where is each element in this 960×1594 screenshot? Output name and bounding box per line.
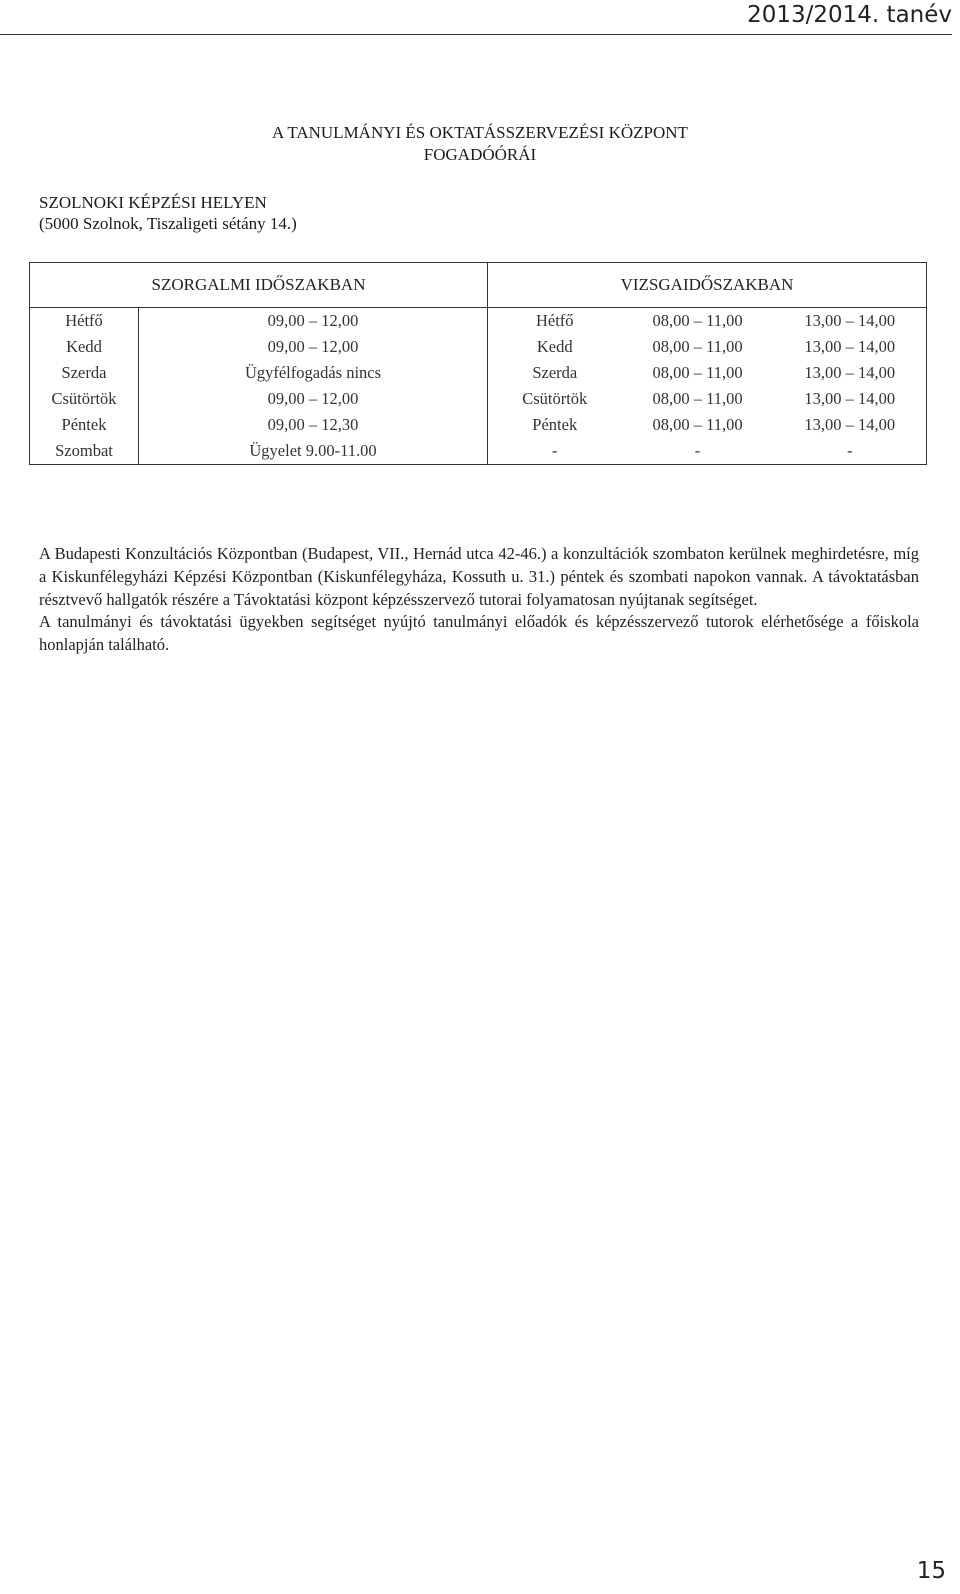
term-hours-cell: 09,00 – 12,00 (139, 308, 488, 335)
location-block (39, 192, 297, 234)
body-text (39, 543, 919, 657)
table-row (30, 412, 927, 438)
term-hours-cell: 09,00 – 12,00 (139, 334, 488, 360)
exam-morning-cell: - (694, 441, 701, 460)
exam-afternoon-cell: 13,00 – 14,00 (804, 311, 896, 330)
exam-morning-cell: 08,00 – 11,00 (652, 311, 743, 330)
table-header-row (30, 263, 927, 308)
exam-day-cell: Csütörtök (522, 389, 588, 408)
header-exam-period: VIZSGAIDŐSZAKBAN (488, 263, 927, 308)
header-term-period: SZORGALMI IDŐSZAKBAN (30, 263, 488, 308)
exam-afternoon-cell: 13,00 – 14,00 (804, 415, 896, 434)
page-title (0, 122, 960, 166)
paragraph-contacts: A tanulmányi és távoktatási ügyekben segítséget nyújtó tanulmányi előadók és képzésszervező tutorok elérhetősége a főiskola honlapján található. (39, 612, 919, 655)
term-hours-cell: 09,00 – 12,00 (139, 386, 488, 412)
office-hours-table (29, 262, 927, 465)
location-name: SZOLNOKI KÉPZÉSI HELYEN (39, 193, 267, 212)
day-cell: Csütörtök (51, 389, 117, 408)
table-row (30, 308, 927, 335)
table-row (30, 386, 927, 412)
day-cell: Szerda (61, 363, 107, 382)
exam-morning-cell: 08,00 – 11,00 (652, 389, 743, 408)
exam-afternoon-cell: 13,00 – 14,00 (804, 337, 896, 356)
page-title-line-1: A TANULMÁNYI ÉS OKTATÁSSZERVEZÉSI KÖZPONT (272, 123, 688, 142)
exam-afternoon-cell: 13,00 – 14,00 (804, 389, 896, 408)
exam-afternoon-cell: - (847, 441, 853, 460)
table-row (30, 438, 927, 465)
exam-day-cell: Szerda (532, 363, 578, 382)
header-divider (0, 34, 952, 35)
day-cell: Szombat (55, 441, 113, 460)
page-title-line-2: FOGADÓÓRÁI (423, 145, 537, 164)
exam-morning-cell: 08,00 – 11,00 (652, 337, 743, 356)
exam-afternoon-cell: 13,00 – 14,00 (804, 363, 896, 382)
table-row (30, 360, 927, 386)
page-number: 15 (916, 1558, 946, 1584)
term-hours-cell: 09,00 – 12,30 (139, 412, 488, 438)
exam-morning-cell: 08,00 – 11,00 (652, 363, 743, 382)
exam-morning-cell: 08,00 – 11,00 (652, 415, 743, 434)
exam-day-cell: Kedd (536, 337, 573, 356)
exam-day-cell: Péntek (532, 415, 578, 434)
header-year: 2013/2014. tanév (747, 2, 952, 28)
table-row (30, 334, 927, 360)
day-cell: Péntek (61, 415, 107, 434)
day-cell: Kedd (66, 337, 102, 356)
paragraph-consultations: A Budapesti Konzultációs Központban (Budapest, VII., Hernád utca 42-46.) a konzultációk szombaton kerülnek meghirdetésre, míg a Kiskunfélegyházi Képzési Központban (Kiskunfélegyháza, Kossuth u. 31.) péntek és szombati napokon vannak. A távoktatásban résztvevő hallgatók részére a Távoktatási központ képzésszervező tutorai folyamatosan nyújtanak segítséget. (39, 544, 919, 609)
day-cell: Hétfő (65, 311, 103, 330)
term-hours-cell: Ügyfélfogadás nincs (139, 360, 488, 386)
term-hours-cell: Ügyelet 9.00-11.00 (139, 438, 488, 465)
exam-day-cell: Hétfő (535, 311, 574, 330)
exam-day-cell: - (552, 441, 558, 460)
location-address: (5000 Szolnok, Tiszaligeti sétány 14.) (39, 214, 297, 233)
